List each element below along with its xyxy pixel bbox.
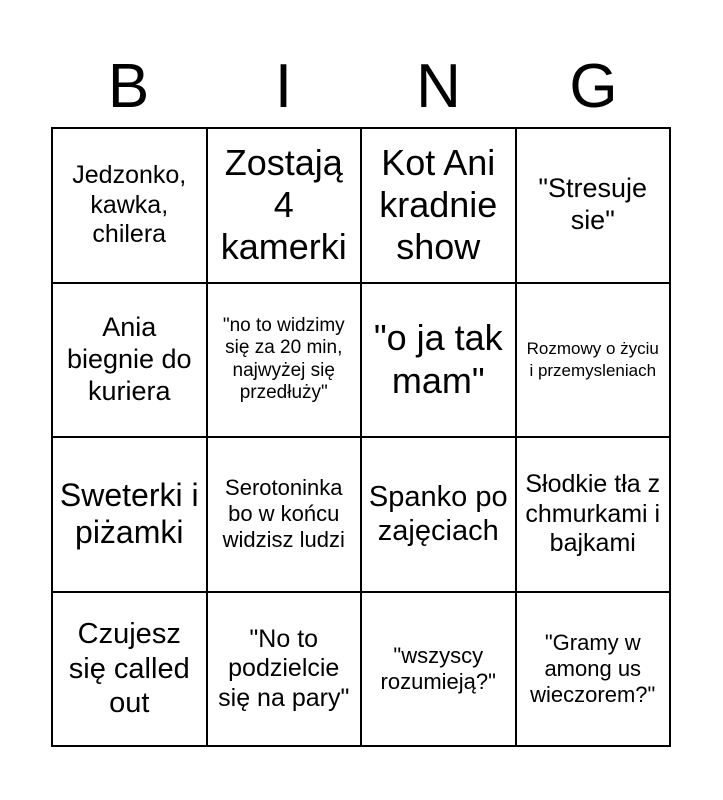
bingo-cell-r2c3[interactable]: "o ja tak mam"	[362, 284, 517, 439]
bingo-card	[51, 127, 671, 747]
bingo-cell-r2c4[interactable]: Rozmowy o życiu i przemysleniach	[517, 284, 672, 439]
bingo-cell-r3c1[interactable]: Sweterki i piżamki	[53, 438, 208, 593]
bingo-cell-r4c4[interactable]: "Gramy w among us wieczorem?"	[517, 593, 672, 748]
bingo-cell-r3c4[interactable]: Słodkie tła z chmurkami i bajkami	[517, 438, 672, 593]
bingo-cell-r4c1[interactable]: Czujesz się called out	[53, 593, 208, 748]
bingo-cell-r1c1[interactable]: Jedzonko, kawka, chilera	[53, 129, 208, 284]
bingo-cell-r1c3[interactable]: Kot Ani kradnie show	[362, 129, 517, 284]
bingo-cell-r2c1[interactable]: Ania biegnie do kuriera	[53, 284, 208, 439]
header-letter-g: G	[569, 52, 618, 121]
header-letter-b: B	[107, 52, 150, 121]
bingo-cell-r4c3[interactable]: "wszyscy rozumieją?"	[362, 593, 517, 748]
bingo-cell-r1c2[interactable]: Zostają 4 kamerki	[208, 129, 363, 284]
bingo-header	[51, 52, 671, 122]
bingo-cell-r3c3[interactable]: Spanko po zajęciach	[362, 438, 517, 593]
bingo-cell-r1c4[interactable]: "Stresuje sie"	[517, 129, 672, 284]
header-letter-i: I	[274, 52, 293, 121]
bingo-cell-r4c2[interactable]: "No to podzielcie się na pary"	[208, 593, 363, 748]
bingo-cell-r3c2[interactable]: Serotoninka bo w końcu widzisz ludzi	[208, 438, 363, 593]
header-letter-n: N	[416, 52, 461, 121]
bingo-cell-r2c2[interactable]: "no to widzimy się za 20 min, najwyżej się przedłuży"	[208, 284, 363, 439]
